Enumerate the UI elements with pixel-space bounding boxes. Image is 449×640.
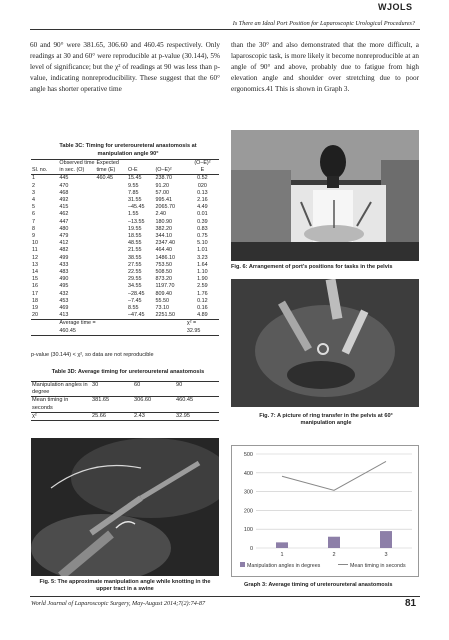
- table-bottom-rule: [31, 335, 219, 336]
- table-cell: 483: [59, 269, 69, 276]
- table-cell: 995.41: [155, 197, 172, 204]
- table-cell: 809.40: [155, 290, 172, 297]
- table-cell: 1.76: [197, 290, 208, 297]
- header-rule: [30, 29, 420, 30]
- table-cell: –45.45: [128, 204, 145, 211]
- table-cell: 0.75: [197, 233, 208, 240]
- table-cell: [95, 291, 127, 298]
- table-cell: 17: [32, 290, 38, 297]
- table-cell: 0.01: [197, 211, 208, 218]
- average-value: 460.45: [59, 327, 76, 334]
- table-cell: 0.83: [197, 225, 208, 232]
- table-cell: 38.55: [128, 254, 142, 261]
- table-cell: 462: [59, 211, 69, 218]
- footer-citation: World Journal of Laparoscopic Surgery, May-August 2014;7(2):74-87: [31, 600, 206, 607]
- table-cell: 2.59: [197, 283, 208, 290]
- fig-5-caption-line2: upper tract in a swine: [96, 586, 154, 592]
- table-cell: 21.55: [128, 247, 142, 254]
- table-row: [31, 312, 219, 320]
- x-tick-label: 3: [384, 552, 388, 558]
- line-series: [282, 461, 386, 490]
- bar: [380, 531, 392, 548]
- table-row: [31, 305, 219, 312]
- x-tick-label: 2: [332, 552, 336, 558]
- table-cell: 0.52: [186, 175, 219, 183]
- table-cell: [95, 233, 127, 240]
- fig-7-caption: [232, 413, 420, 427]
- table-cell: χ²: [31, 412, 91, 420]
- table-cell: 460.45: [175, 397, 219, 412]
- table-cell: 306.60: [133, 397, 175, 412]
- table-cell: 344.10: [155, 233, 172, 240]
- table-header-row: [31, 160, 219, 168]
- table-cell: [95, 255, 127, 262]
- fig-7-caption-line1: Fig. 7: A picture of ring transfer in the pelvis at 60°: [259, 413, 393, 419]
- table-row: [31, 233, 219, 240]
- table-cell: 15: [32, 276, 38, 283]
- table-row: [31, 247, 219, 254]
- table-cell: 2065.70: [155, 204, 175, 211]
- table-cell: E: [200, 167, 205, 174]
- table-cell: 0.12: [197, 297, 208, 304]
- table-cell: 90: [175, 382, 219, 397]
- table-cell: 20: [32, 312, 38, 319]
- table-cell: 495: [59, 283, 69, 290]
- table-cell: (O–E)²: [186, 160, 219, 168]
- table-cell: [95, 312, 127, 320]
- table-cell: 468: [59, 189, 69, 196]
- table-row: [31, 269, 219, 276]
- chi-value: 32.95: [186, 327, 201, 334]
- table-cell: 12: [32, 254, 38, 261]
- table-cell: [95, 276, 127, 283]
- table-cell: 482: [59, 247, 69, 254]
- graph-3-svg: [232, 446, 418, 576]
- table-cell: 508.50: [155, 269, 172, 276]
- table-row: [31, 397, 219, 412]
- table-cell: Expected: [95, 160, 127, 168]
- body-right-paragraph: than the 30° and also demonstrated that the more difficult, a laparoscopic task, is more likely it become nonreproducible at an angle of 90° and above, probably due to fatigue from high elevation angle and shoulder over stretching due to poor ergonomics.41 This is shown in Graph 3.: [231, 41, 419, 94]
- table-cell: 1.90: [197, 276, 208, 283]
- table-cell: 490: [59, 276, 69, 283]
- table-cell: 18.55: [128, 233, 142, 240]
- table-cell: 30: [91, 382, 133, 397]
- table-cell: 479: [59, 233, 69, 240]
- table-cell: [95, 204, 127, 211]
- table-cell: 382.20: [155, 225, 172, 232]
- x-tick-label: 1: [280, 552, 284, 558]
- table-cell: 2.40: [155, 211, 166, 218]
- table-cell: 445: [58, 175, 95, 183]
- table-row: [31, 276, 219, 283]
- table-cell: 1.10: [197, 269, 208, 276]
- table-cell: 1.64: [197, 261, 208, 268]
- table-row: [31, 226, 219, 233]
- table-cell: 8: [32, 225, 35, 232]
- legend-swatch-bars: [240, 562, 245, 567]
- table-cell: 1.55: [128, 211, 139, 218]
- table-cell: 460.45: [95, 175, 127, 183]
- fig-7-photo: [231, 279, 419, 407]
- table-cell: 5: [32, 204, 35, 211]
- table-cell: 447: [59, 218, 69, 225]
- running-title: Is There an Ideal Port Position for Laparoscopic Urological Procedures?: [232, 20, 415, 27]
- table-3c-caption-line1: Table 3C: Timing for ureteroureteral anastomosis at: [59, 143, 197, 149]
- table-3c: [31, 159, 219, 336]
- y-tick-label: 100: [243, 527, 253, 534]
- table-cell: [95, 247, 127, 254]
- table-cell: 2.16: [197, 197, 208, 204]
- table-cell: 9.55: [128, 182, 139, 189]
- table-cell: 412: [59, 240, 69, 247]
- fig-5-photo: [31, 438, 219, 576]
- table-row: [31, 219, 219, 226]
- table-cell: 57.00: [155, 189, 169, 196]
- average-label: Average time =: [58, 320, 154, 328]
- table-cell: 4.89: [197, 312, 208, 319]
- legend-label: Manipulation angles in degrees: [247, 563, 321, 569]
- table-cell: 27.55: [128, 261, 142, 268]
- table-3c-caption-line2: manipulation angle 90°: [97, 150, 159, 157]
- table-cell: 480: [59, 225, 69, 232]
- table-cell: 6: [32, 211, 35, 218]
- table-cell: 11: [32, 247, 38, 254]
- table-row: [31, 197, 219, 204]
- table-cell: 1486.10: [155, 254, 175, 261]
- table-cell: 15.45: [127, 175, 154, 183]
- table-cell: 5.10: [197, 240, 208, 247]
- footer-rule: [30, 596, 420, 597]
- chi-label: χ² =: [186, 320, 219, 328]
- table-row: [31, 412, 219, 420]
- table-cell: [95, 262, 127, 269]
- table-cell: [95, 183, 127, 190]
- table-cell: Mean timing in seconds: [31, 397, 91, 412]
- table-cell: Sl. no.: [32, 167, 48, 174]
- table-cell: [154, 160, 185, 168]
- y-tick-label: 300: [243, 489, 253, 496]
- y-tick-label: 400: [243, 470, 253, 477]
- table-row: [31, 183, 219, 190]
- table-cell: Observed time: [59, 160, 95, 166]
- table-cell: 9: [32, 233, 35, 240]
- table-row: [31, 382, 219, 397]
- table-cell: 499: [59, 254, 69, 261]
- table-cell: –28.45: [128, 290, 145, 297]
- y-tick-label: 500: [243, 452, 253, 458]
- table-cell: 873.20: [155, 276, 172, 283]
- table-cell: 415: [59, 204, 69, 211]
- table-cell: 2251.50: [155, 312, 175, 319]
- fig-5-caption: [31, 579, 219, 593]
- table-cell: 31.55: [128, 197, 142, 204]
- table-cell: 433: [59, 261, 69, 268]
- table-cell: 55.50: [155, 297, 169, 304]
- table-cell: 4: [32, 197, 35, 204]
- table-cell: 7: [32, 218, 35, 225]
- table-cell: 492: [59, 197, 69, 204]
- fig-7-caption-line2: manipulation angle: [300, 420, 352, 426]
- table-cell: 34.55: [128, 283, 142, 290]
- table-row: [31, 255, 219, 262]
- table-cell: 32.95: [175, 412, 219, 420]
- table-cell: 91.20: [155, 182, 169, 189]
- table-cell: [95, 298, 127, 305]
- table-cell: 19: [32, 305, 38, 312]
- table-cell: Manipulation angles in degree: [31, 382, 91, 397]
- table-3d: [31, 381, 219, 422]
- table-cell: 60: [133, 382, 175, 397]
- table-cell: [95, 305, 127, 312]
- table-row: [31, 204, 219, 211]
- table-cell: 0.13: [197, 189, 208, 196]
- table-cell: –7.45: [128, 297, 142, 304]
- fig-5-caption-line1: Fig. 5: The approximate manipulation angle while knotting in the: [39, 579, 211, 585]
- table-cell: 25.66: [91, 412, 133, 420]
- table-cell: [95, 283, 127, 290]
- table-cell: 13: [32, 261, 38, 268]
- table-row: [31, 262, 219, 269]
- table-cell: 1: [31, 175, 58, 183]
- table-cell: 29.55: [128, 276, 142, 283]
- table-cell: 73.10: [155, 305, 169, 312]
- graph-3-caption: Graph 3: Average timing of ureteroureteral anastomosis: [244, 582, 393, 588]
- table-row: [31, 240, 219, 247]
- journal-name: WJOLS: [378, 2, 413, 12]
- table-cell: [95, 219, 127, 226]
- table-cell: 020: [197, 182, 207, 189]
- table-cell: 18: [32, 297, 38, 304]
- table-cell: 1197.70: [155, 283, 175, 290]
- table-cell: 0.16: [197, 305, 208, 312]
- table-cell: [95, 190, 127, 197]
- table-cell: –47.45: [128, 312, 145, 319]
- table-row: [31, 298, 219, 305]
- table-cell: 48.55: [128, 240, 142, 247]
- table-cell: (O–E)²: [155, 167, 172, 174]
- table-cell: 464.40: [155, 247, 172, 254]
- table-cell: 10: [32, 240, 38, 247]
- legend-label: Mean timing in seconds: [350, 563, 406, 569]
- table-cell: 16: [32, 283, 38, 290]
- table-cell: [95, 211, 127, 218]
- table-cell: [95, 197, 127, 204]
- table-cell: [127, 160, 154, 168]
- table-header-row: [31, 167, 219, 175]
- table-row: [31, 175, 219, 183]
- table-cell: 14: [32, 269, 38, 276]
- table-cell: [95, 269, 127, 276]
- table-cell: [95, 240, 127, 247]
- bar: [276, 542, 288, 548]
- table-cell: [95, 226, 127, 233]
- y-tick-label: 0: [249, 546, 253, 552]
- table-cell: 432: [59, 290, 69, 297]
- table-cell: 180.90: [155, 218, 172, 225]
- table-row: [31, 291, 219, 298]
- table-cell: time (E): [96, 167, 116, 174]
- table-cell: –13.55: [128, 218, 145, 225]
- table-cell: 381.65: [91, 397, 133, 412]
- table-cell: [31, 160, 58, 168]
- table-row: [31, 283, 219, 290]
- fig-6-caption: Fig. 6: Arrangement of port’s positions for tasks in the pelvis: [231, 264, 393, 270]
- table-cell: 753.50: [155, 261, 172, 268]
- table-3c-caption: [40, 143, 216, 158]
- table-cell: 0.39: [197, 218, 208, 225]
- table-cell: 19.55: [128, 225, 142, 232]
- page-number: 81: [405, 598, 417, 609]
- pvalue-note: p-value (30.144) < χ², so data are not reproducible: [31, 352, 154, 358]
- table-cell: in sec. (O): [59, 167, 85, 174]
- table-cell: 453: [59, 297, 69, 304]
- table-cell: 7.85: [128, 189, 139, 196]
- table-cell: 238.70: [154, 175, 185, 183]
- table-bottom-rule: [31, 421, 219, 422]
- bar: [328, 537, 340, 548]
- table-cell: 2.43: [133, 412, 175, 420]
- table-cell: 469: [59, 305, 69, 312]
- table-cell: 22.55: [128, 269, 142, 276]
- table-cell: 413: [59, 312, 69, 319]
- table-3d-caption: Table 3D: Average timing for ureteroureteral anastomosis: [51, 369, 205, 375]
- table-cell: 8.55: [128, 305, 139, 312]
- table-cell: 470: [59, 182, 69, 189]
- table-row: [31, 190, 219, 197]
- table-row: [31, 211, 219, 218]
- table-summary-row: [31, 328, 219, 336]
- table-summary-row: [31, 320, 219, 328]
- y-tick-label: 200: [243, 508, 253, 515]
- table-cell: 2347.40: [155, 240, 175, 247]
- table-cell: 3.23: [197, 254, 208, 261]
- table-cell: 1.01: [197, 247, 208, 254]
- table-cell: 3: [32, 189, 35, 196]
- body-left-paragraph: 60 and 90° were 381.65, 306.60 and 460.45 respectively. Only readings at 30 and 60° were reproducible at p-value (30.144), 5% level of significance; but the χ² of readings at 90 was less than p-value, indicating nonreproducibility. These suggest that the 60° angle has shorter operative time: [30, 41, 220, 94]
- table-cell: 2: [32, 182, 35, 189]
- fig-6-photo: [231, 130, 419, 261]
- table-cell: 4.49: [197, 204, 208, 211]
- graph-3: [231, 445, 419, 577]
- table-cell: O-E: [128, 167, 138, 174]
